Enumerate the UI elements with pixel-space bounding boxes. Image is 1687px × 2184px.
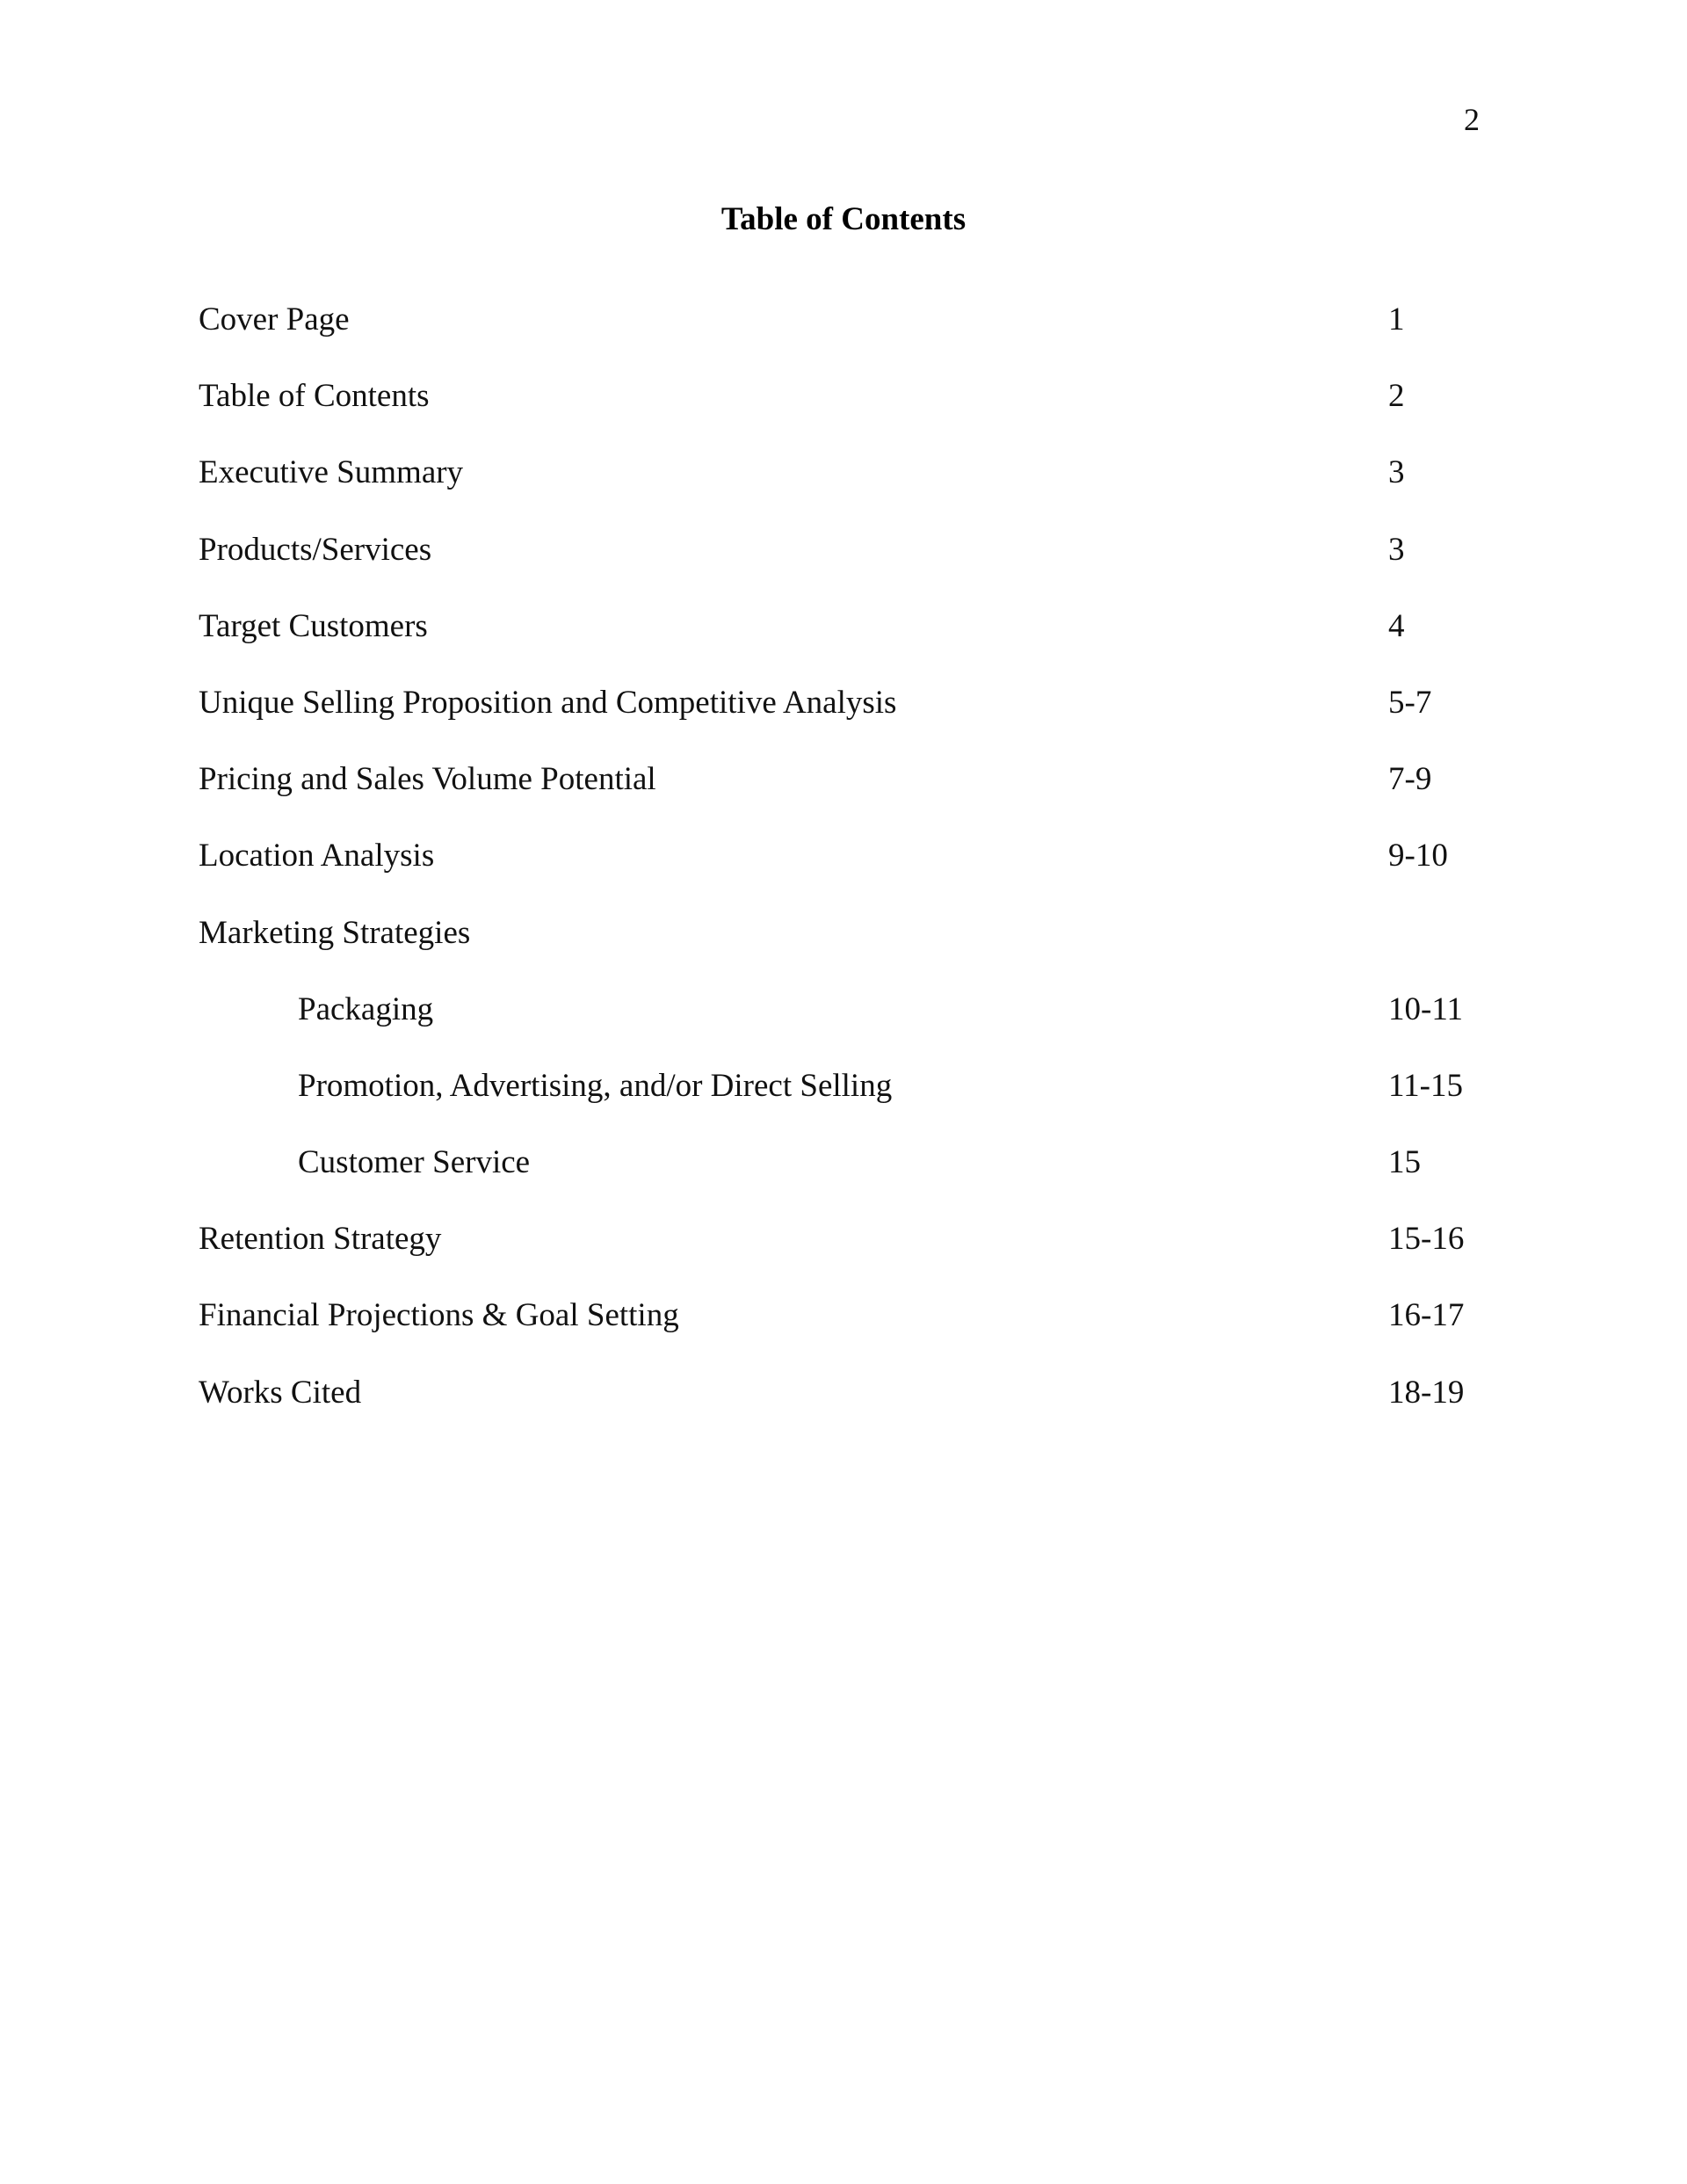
toc-entry-financial-projections bbox=[0, 1295, 1687, 1371]
toc-entry-label: Unique Selling Proposition and Competitive Analysis bbox=[199, 684, 897, 721]
toc-entry-label: Packaging bbox=[298, 990, 434, 1027]
toc-entry-label: Products/Services bbox=[199, 531, 432, 568]
toc-entry-page: 2 bbox=[1388, 378, 1405, 415]
toc-entry-page: 10-11 bbox=[1388, 990, 1463, 1027]
toc-entry-label: Location Analysis bbox=[199, 838, 435, 874]
toc-entry-page: 18-19 bbox=[1388, 1374, 1465, 1411]
page-number: 2 bbox=[1464, 102, 1480, 137]
toc-entry-pricing-sales-volume bbox=[0, 758, 1687, 835]
toc-entry-works-cited bbox=[0, 1372, 1687, 1448]
toc-entry-page: 4 bbox=[1388, 607, 1405, 644]
toc-entry-target-customers bbox=[0, 606, 1687, 682]
toc-entry-label: Works Cited bbox=[199, 1374, 362, 1411]
toc-entry-label: Retention Strategy bbox=[199, 1221, 442, 1258]
toc-entry-page: 11-15 bbox=[1388, 1067, 1463, 1104]
toc-entry-label: Pricing and Sales Volume Potential bbox=[199, 761, 656, 798]
toc-entry-label: Marketing Strategies bbox=[199, 914, 471, 951]
toc-entry-promotion-advertising bbox=[0, 1065, 1687, 1142]
toc-entry-page: 9-10 bbox=[1388, 838, 1448, 874]
toc-entry-location-analysis bbox=[0, 835, 1687, 911]
toc-entry-page: 7-9 bbox=[1388, 761, 1432, 798]
toc-entry-packaging bbox=[0, 989, 1687, 1065]
toc-entry-label: Executive Summary bbox=[199, 454, 464, 491]
toc-entry-page: 3 bbox=[1388, 531, 1405, 568]
toc-entry-marketing-strategies bbox=[0, 912, 1687, 989]
toc-entry-label: Cover Page bbox=[199, 301, 350, 337]
toc-entry-customer-service bbox=[0, 1142, 1687, 1218]
toc-entry-page: 3 bbox=[1388, 454, 1405, 491]
toc-entry-page: 1 bbox=[1388, 301, 1405, 337]
toc-entry-label: Target Customers bbox=[199, 607, 428, 644]
toc-entry-page: 15 bbox=[1388, 1144, 1421, 1181]
toc-list bbox=[0, 299, 1687, 1448]
toc-entry-unique-selling-proposition bbox=[0, 682, 1687, 758]
toc-entry-label: Customer Service bbox=[298, 1144, 531, 1181]
toc-entry-cover-page bbox=[0, 299, 1687, 375]
toc-entry-label: Table of Contents bbox=[199, 378, 430, 415]
toc-entry-page: 15-16 bbox=[1388, 1221, 1465, 1258]
toc-entry-page: 5-7 bbox=[1388, 684, 1432, 721]
toc-entry-executive-summary bbox=[0, 452, 1687, 528]
toc-entry-label: Promotion, Advertising, and/or Direct Selling bbox=[298, 1067, 893, 1104]
toc-entry-table-of-contents bbox=[0, 375, 1687, 452]
toc-entry-page: 16-17 bbox=[1388, 1297, 1465, 1334]
toc-entry-retention-strategy bbox=[0, 1218, 1687, 1295]
page-title: Table of Contents bbox=[720, 201, 967, 237]
toc-entry-label: Financial Projections & Goal Setting bbox=[199, 1297, 679, 1334]
toc-entry-products-services bbox=[0, 529, 1687, 606]
